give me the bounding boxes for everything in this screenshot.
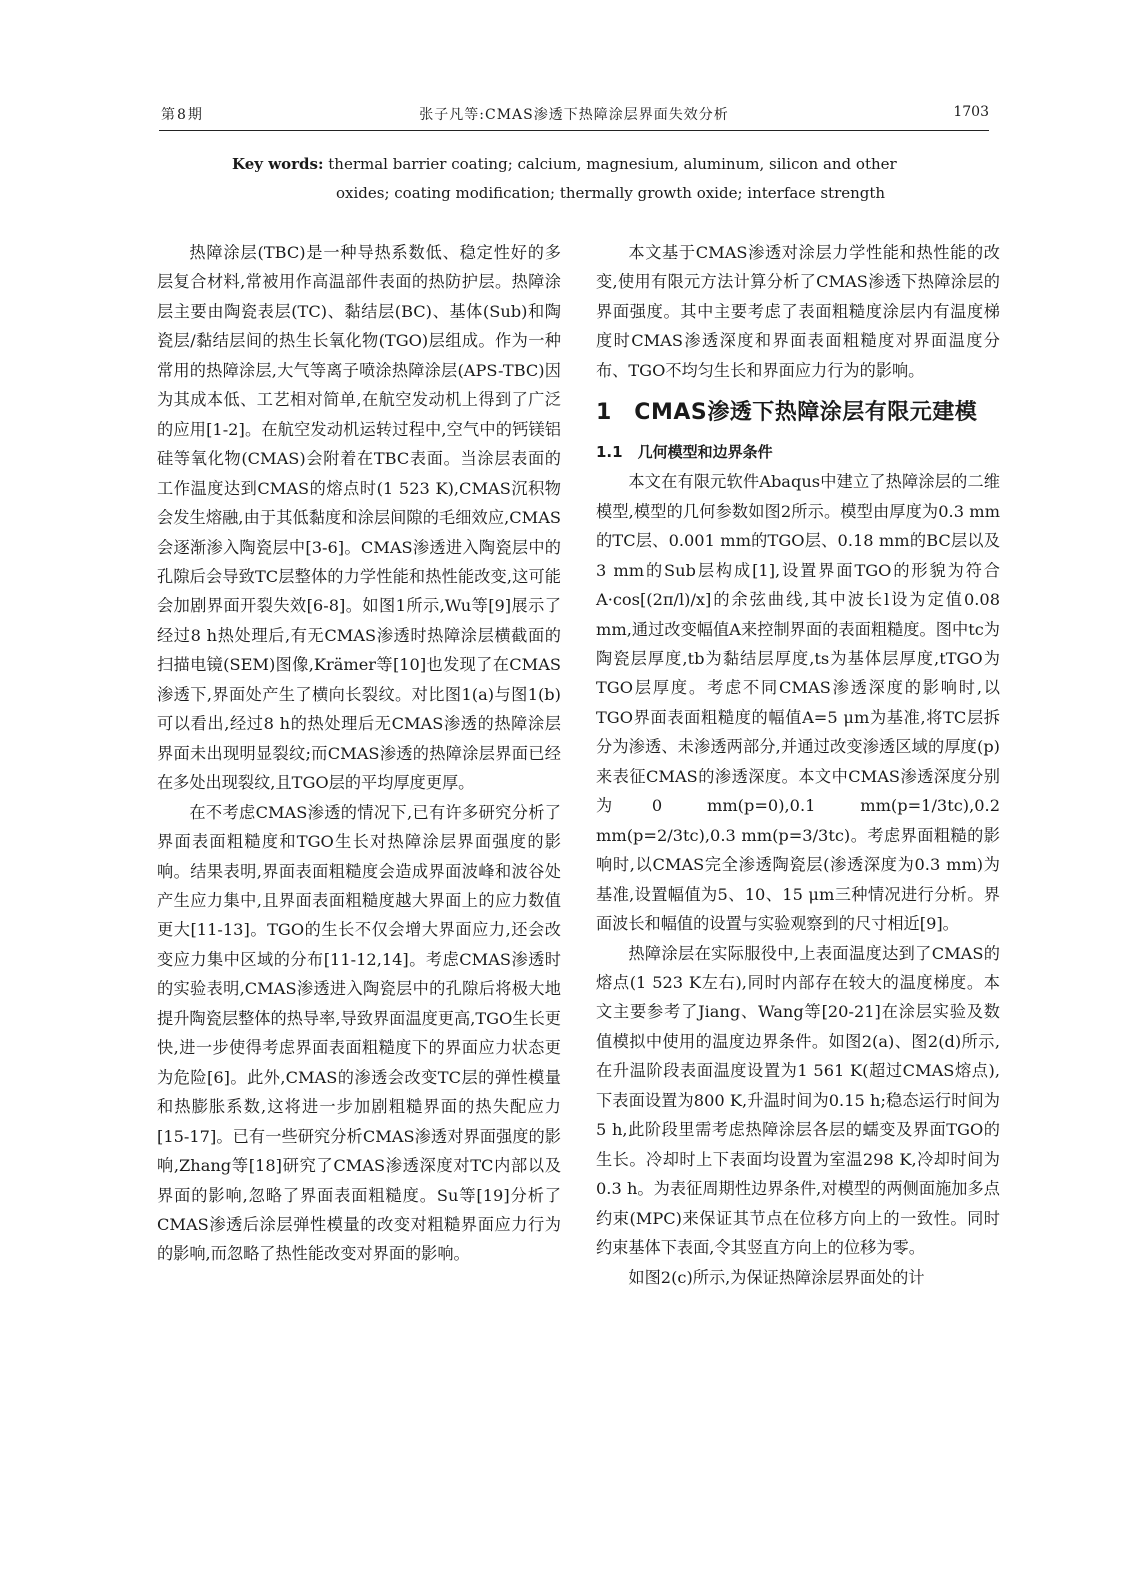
section-heading: 1 CMAS渗透下热障涂层有限元建模 (596, 400, 978, 426)
paragraph: 在不考虑CMAS渗透的情况下,已有许多研究分析了界面表面粗糙度和TGO生长对热障涂层界面强度的影响。结果表明,界面表面粗糙度会造成界面波峰和波谷处产生应力集中,且界面表面粗糙度越大界面上的应力数值更大[11-13]。TGO的生长不仅会增大界面应力,还会改变应力集中区域的分布[11-12,14]。考虑CMAS渗透时的实验表明,CMAS渗透进入陶瓷层中的孔隙后将极大地提升陶瓷层整体的热导率,导致界面温度更高,TGO生长更快,进一步使得考虑界面表面粗糙度下的界面应力状态更为危险[6]。此外,CMAS的渗透会改变TC层的弹性模量和热膨胀系数,这将进一步加剧粗糙界面的热失配应力[15-17]。已有一些研究分析CMAS渗透对界面强度的影响,Zhang等[18]研究了CMAS渗透深度对TC内部以及界面的影响,忽略了界面表面粗糙度。Su等[19]分析了CMAS渗透后涂层弹性模量的改变对粗糙界面应力行为的影响,而忽略了热性能改变对界面的影响。 (157, 802, 561, 1264)
keywords-label: Key words: (232, 155, 324, 173)
subsection-heading: 1.1 几何模型和边界条件 (596, 443, 773, 462)
keywords-line-1: thermal barrier coating; calcium, magnesium, aluminum, silicon and other (328, 155, 897, 173)
keywords-block (232, 150, 972, 208)
page-number: 1703 (953, 104, 989, 120)
running-title: 张子凡等:CMAS渗透下热障涂层界面失效分析 (419, 107, 729, 123)
left-column (157, 238, 561, 1269)
paragraph: 热障涂层在实际服役中,上表面温度达到了CMAS的熔点(1 523 K左右),同时内部存在较大的温度梯度。本文主要参考了Jiang、Wang等[20-21]在涂层实验及数值模拟中使用的温度边界条件。如图2(a)、图2(d)所示,在升温阶段表面温度设置为1 561 K(超过CMAS熔点),下表面设置为800 K,升温时间为0.15 h;稳态运行时间为5 h,此阶段里需考虑热障涂层各层的蠕变及界面TGO的生长。冷却时上下表面均设置为室温298 K,冷却时间为0.3 h。为表征周期性边界条件,对模型的两侧面施加多点约束(MPC)来保证其节点在位移方向上的一致性。同时约束基体下表面,令其竖直方向上的位移为零。 (596, 943, 1000, 1258)
paragraph: 本文基于CMAS渗透对涂层力学性能和热性能的改变,使用有限元方法计算分析了CMAS渗透下热障涂层的界面强度。其中主要考虑了表面粗糙度涂层内有温度梯度时CMAS渗透深度和界面表面粗糙度对界面温度分布、TGO不均匀生长和界面应力行为的影响。 (596, 243, 1000, 380)
paragraph: 热障涂层(TBC)是一种导热系数低、稳定性好的多层复合材料,常被用作高温部件表面的热防护层。热障涂层主要由陶瓷表层(TC)、黏结层(BC)、基体(Sub)和陶瓷层/黏结层间的热生长氧化物(TGO)层组成。作为一种常用的热障涂层,大气等离子喷涂热障涂层(APS-TBC)因为其成本低、工艺相对简单,在航空发动机上得到了广泛的应用[1-2]。在航空发动机运转过程中,空气中的钙镁铝硅等氧化物(CMAS)会附着在TBC表面。当涂层表面的工作温度达到CMAS的熔点时(1 523 K),CMAS沉积物会发生熔融,由于其低黏度和涂层间隙的毛细效应,CMAS会逐渐渗入陶瓷层中[3-6]。CMAS渗透进入陶瓷层中的孔隙后会导致TC层整体的力学性能和热性能改变,这可能会加剧界面开裂失效[6-8]。如图1所示,Wu等[9]展示了经过8 h热处理后,有无CMAS渗透时热障涂层横截面的扫描电镜(SEM)图像,Krämer等[10]也发现了在CMAS渗透下,界面处产生了横向长裂纹。对比图1(a)与图1(b)可以看出,经过8 h的热处理后无CMAS渗透的热障涂层界面未出现明显裂纹;而CMAS渗透的热障涂层界面已经在多处出现裂纹,且TGO层的平均厚度更厚。 (157, 243, 561, 793)
paragraph: 如图2(c)所示,为保证热障涂层界面处的计 (628, 1267, 925, 1287)
paragraph: 本文在有限元软件Abaqus中建立了热障涂层的二维模型,模型的几何参数如图2所示。模型由厚度为0.3 mm的TC层、0.001 mm的TGO层、0.18 mm的BC层以及3 mm的Sub层构成[1],设置界面TGO的形貌为符合A·cos[(2π/l)/x]的余弦曲线,其中波长l设为定值0.08 mm,通过改变幅值A来控制界面的表面粗糙度。图中tc为陶瓷层厚度,tb为黏结层厚度,ts为基体层厚度,tTGO为TGO层厚度。考虑不同CMAS渗透深度的影响时,以TGO界面表面粗糙度的幅值A=5 μm为基准,将TC层拆分为渗透、未渗透两部分,并通过改变渗透区域的厚度(p)来表征CMAS的渗透深度。本文中CMAS渗透深度分别为0 mm(p=0),0.1 mm(p=1/3tc),0.2 mm(p=2/3tc),0.3 mm(p=3/3tc)。考虑界面粗糙的影响时,以CMAS完全渗透陶瓷层(渗透深度为0.3 mm)为基准,设置幅值为5、10、15 μm三种情况进行分析。界面波长和幅值的设置与实验观察到的尺寸相近[9]。 (596, 472, 1000, 934)
right-column (596, 238, 1000, 1292)
keywords-line-2: oxides; coating modification; thermally growth oxide; interface strength (336, 184, 886, 202)
issue-number: 第8期 (161, 107, 204, 123)
running-header (159, 100, 989, 131)
